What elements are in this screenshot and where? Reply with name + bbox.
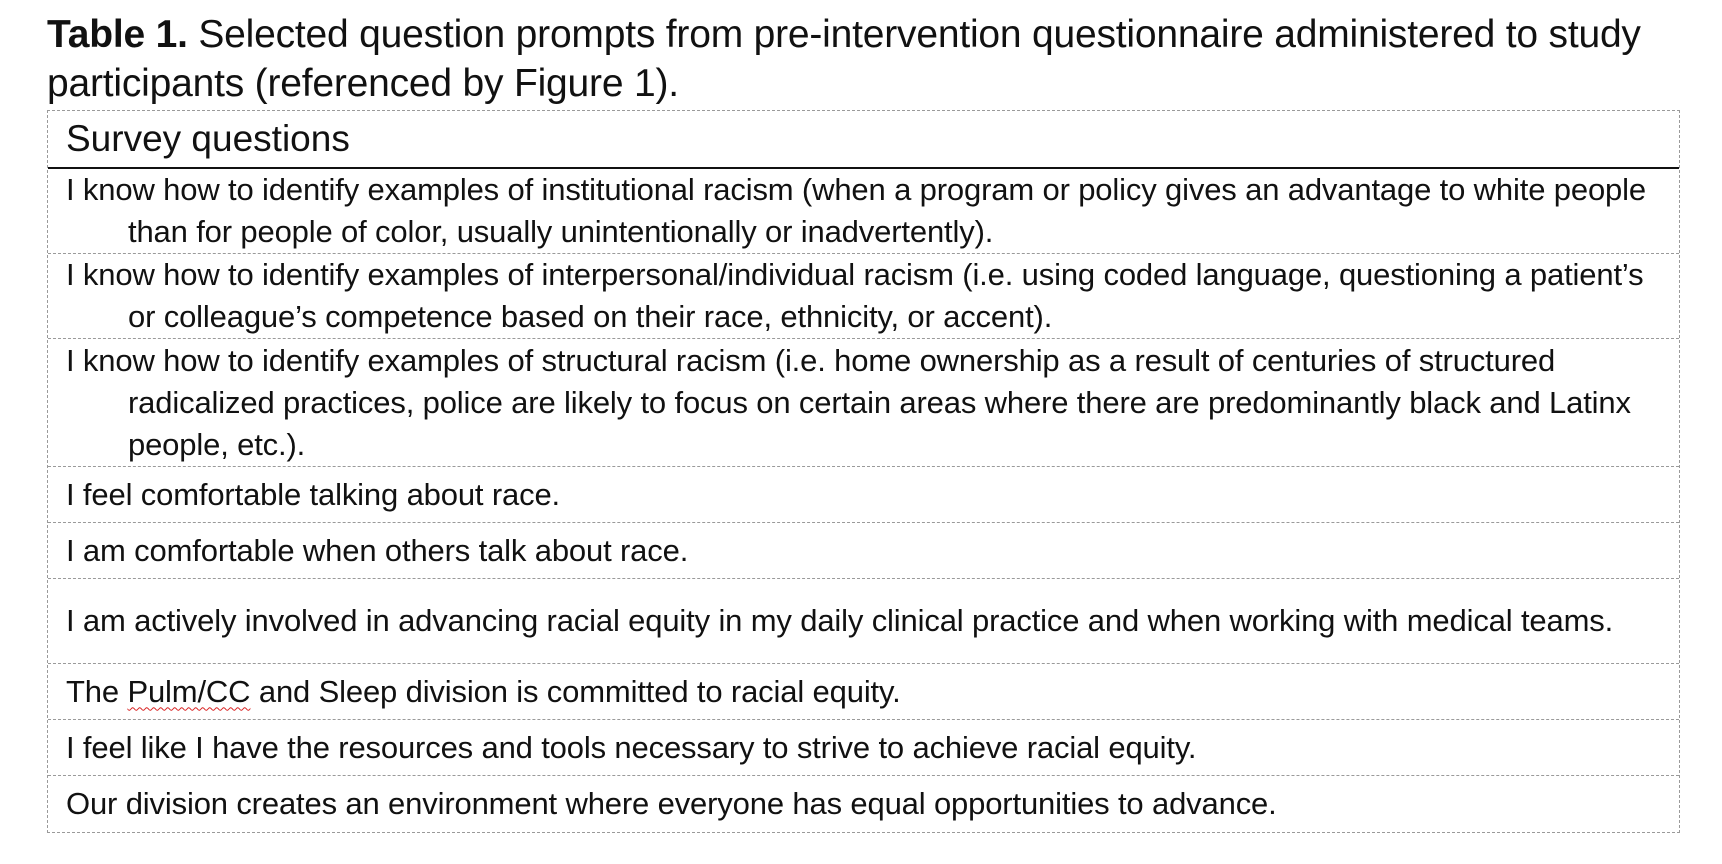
table-row	[48, 339, 1679, 467]
question-institutional-racism: I know how to identify examples of institutional racism (when a program or policy gives an advantage to white people than for people of color, usually unintentionally or inadvertently).	[66, 172, 1646, 249]
question-structural-racism: I know how to identify examples of structural racism (i.e. home ownership as a result of centuries of structured radicalized practices, police are likely to focus on certain areas where there are predominantly black and Latinx people, etc.).	[66, 342, 1631, 462]
table-label: Table 1.	[47, 13, 188, 56]
question-text-end: and Sleep division is committed to racial equity.	[250, 673, 901, 709]
table-row	[48, 467, 1679, 523]
table-row	[48, 523, 1679, 579]
table-row	[48, 776, 1679, 832]
question-text-start: The	[66, 673, 128, 709]
table-row	[48, 579, 1679, 664]
question-interpersonal-racism: I know how to identify examples of interpersonal/individual racism (i.e. using coded language, questioning a patient’s or colleague’s competence based on their race, ethnicity, or accent).	[66, 257, 1644, 334]
question-division-committed	[66, 671, 901, 713]
question-comfortable-talking: I feel comfortable talking about race.	[66, 476, 561, 512]
question-actively-involved: I am actively involved in advancing racial equity in my daily clinical practice and when working with medical teams.	[66, 603, 1614, 638]
table-caption	[47, 10, 1687, 108]
caption-text: Selected question prompts from pre-intervention questionnaire administered to study participants (referenced by Figure 1).	[47, 13, 1641, 105]
question-equal-opportunities: Our division creates an environment where everyone has equal opportunities to advance.	[66, 786, 1277, 821]
table-row	[48, 664, 1679, 720]
question-comfortable-others: I am comfortable when others talk about race.	[66, 532, 689, 568]
survey-questions-table	[47, 110, 1680, 833]
table-row	[48, 254, 1679, 339]
question-resources-tools: I feel like I have the resources and tools necessary to strive to achieve racial equity.	[66, 729, 1197, 765]
table-header: Survey questions	[48, 111, 1679, 169]
table-row	[48, 720, 1679, 776]
table-row	[48, 169, 1679, 254]
spellcheck-flagged-word: Pulm/CC	[127, 673, 251, 709]
